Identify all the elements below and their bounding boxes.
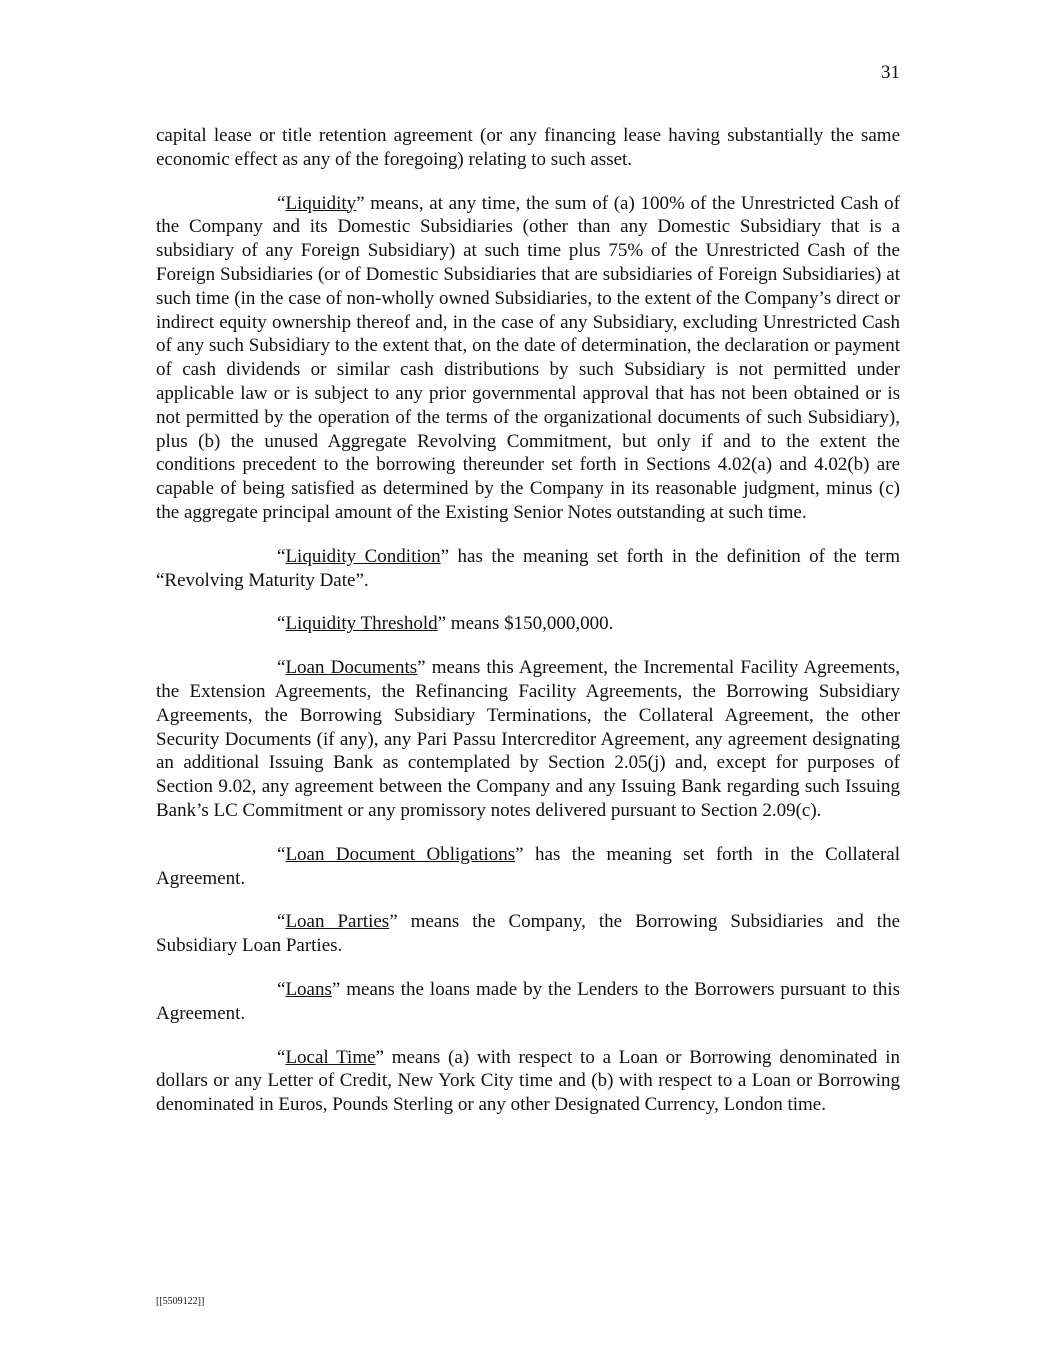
definition-loan-documents xyxy=(156,656,900,823)
defined-term: Loan Documents xyxy=(285,657,418,679)
definition-text: ” means the loans made by the Lenders to the Borrowers pursuant to this Agreement. xyxy=(156,978,900,1024)
open-quote: “ xyxy=(277,545,286,567)
definition-liquidity-threshold xyxy=(156,612,900,636)
open-quote: “ xyxy=(277,978,286,1000)
definition-liquidity xyxy=(156,192,900,525)
defined-term: Loan Document Obligations xyxy=(285,843,516,865)
definition-text: ” means, at any time, the sum of (a) 100% of the Unrestricted Cash of the Company and its Domestic Subsidiaries (other than any Domestic Subsidiary that is a subsidiary of any Foreign Subsidiary) at such time plus 75% of the Unrestricted Cash of the Foreign Subsidiaries (or of Domestic Subsidiaries that are subsidiaries of Foreign Subsidiaries) at such time (in the case of non-wholly owned Subsidiaries, to the extent of the Company’s direct or indirect equity ownership thereof and, in the case of any Subsidiary, excluding Unrestricted Cash of any such Subsidiary to the extent that, on the date of determination, the declaration or payment of cash dividends or similar cash distributions by such Subsidiary is not permitted under applicable law or is subject to any prior governmental approval that has not been obtained or is not permitted by the operation of the terms of the organizational documents of such Subsidiary), plus (b) the unused Aggregate Revolving Commitment, but only if and to the extent the conditions precedent to the borrowing thereunder set forth in Sections 4.02(a) and 4.02(b) are capable of being satisfied as determined by the Company in its reasonable judgment, minus (c) the aggregate principal amount of the Existing Senior Notes outstanding at such time. xyxy=(156,192,900,523)
document-id-footer: [[5509122]] xyxy=(156,1296,205,1307)
page-number: 31 xyxy=(881,62,900,83)
defined-term: Loan Parties xyxy=(285,911,390,933)
defined-term: Liquidity Threshold xyxy=(285,613,438,635)
definition-liquidity-condition xyxy=(156,545,900,593)
definition-text: ” has the meaning set forth in the definition of the term “Revolving Maturity Date”. xyxy=(156,545,900,591)
open-quote: “ xyxy=(277,843,286,865)
definition-local-time xyxy=(156,1046,900,1117)
open-quote: “ xyxy=(277,192,286,214)
definition-loan-document-obligations xyxy=(156,843,900,891)
open-quote: “ xyxy=(277,911,286,933)
definition-text: ” means (a) with respect to a Loan or Borrowing denominated in dollars or any Letter of Credit, New York City time and (b) with respect to a Loan or Borrowing denominated in Euros, Pounds Sterling or any other Designated Currency, London time. xyxy=(156,1046,900,1116)
definition-text: ” means $150,000,000. xyxy=(437,613,614,635)
document-body xyxy=(156,124,900,1117)
defined-term: Liquidity Condition xyxy=(285,545,441,567)
defined-term: Loans xyxy=(285,978,332,1000)
definition-loan-parties xyxy=(156,910,900,958)
definition-text: ” has the meaning set forth in the Collateral Agreement. xyxy=(156,843,900,889)
open-quote: “ xyxy=(277,657,286,679)
paragraph-continued: capital lease or title retention agreement (or any financing lease having substantially the same economic effect as any of the foregoing) relating to such asset. xyxy=(156,125,900,170)
open-quote: “ xyxy=(277,613,286,635)
definition-loans xyxy=(156,978,900,1026)
definition-text: ” means this Agreement, the Incremental Facility Agreements, the Extension Agreements, the Refinancing Facility Agreements, the Borrowing Subsidiary Agreements, the Borrowing Subsidiary Terminations, the Collateral Agreement, the other Security Documents (if any), any Pari Passu Intercreditor Agreement, any agreement designating an additional Issuing Bank as contemplated by Section 2.05(j) and, except for purposes of Section 9.02, any agreement between the Company and any Issuing Bank regarding such Issuing Bank’s LC Commitment or any promissory notes delivered pursuant to Section 2.09(c). xyxy=(156,657,901,821)
open-quote: “ xyxy=(277,1046,286,1068)
definition-text: ” means the Company, the Borrowing Subsidiaries and the Subsidiary Loan Parties. xyxy=(156,911,900,957)
defined-term: Local Time xyxy=(285,1046,376,1068)
defined-term: Liquidity xyxy=(285,192,357,214)
